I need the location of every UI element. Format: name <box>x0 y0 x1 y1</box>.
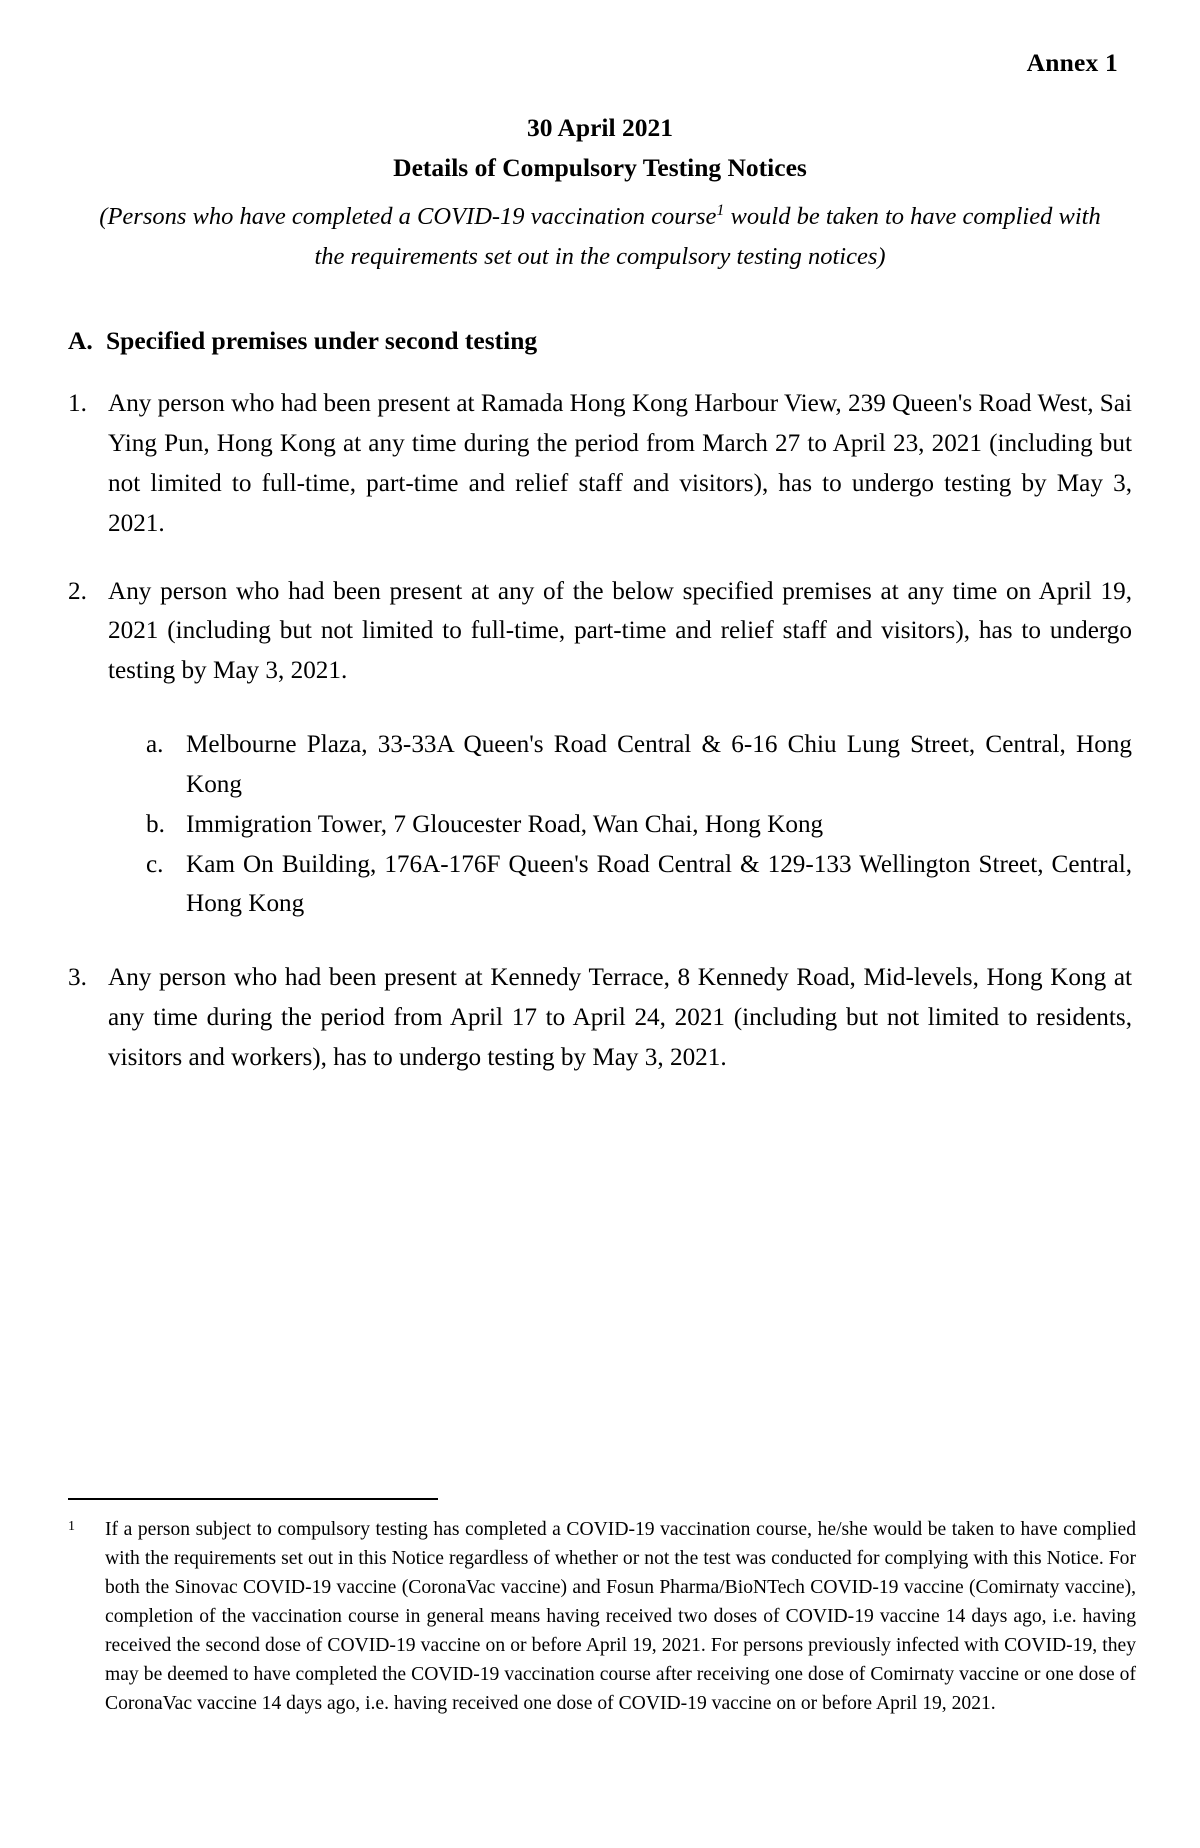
sub-list-item-marker: a. <box>146 731 164 759</box>
list-item <box>68 572 1132 691</box>
list-item <box>68 384 1132 543</box>
list-item-text: Any person who had been present at any of the below specified premises at any time on April 19, 2021 (including but not limited to full-time, part-time and relief staff and visitors), has to undergo testing by May 3, 2021. <box>108 577 1132 685</box>
list-item-marker: 2. <box>68 577 87 605</box>
annex-label: Annex 1 <box>1026 48 1118 77</box>
sub-list-item-text: Melbourne Plaza, 33-33A Queen's Road Central & 6-16 Chiu Lung Street, Central, Hong Kong <box>186 731 1132 798</box>
list-item-text: Any person who had been present at Kennedy Terrace, 8 Kennedy Road, Mid-levels, Hong Kong at any time during the period from April 17 to April 24, 2021 (including but not limited to residents, visitors and workers), has to undergo testing by May 3, 2021. <box>108 964 1132 1071</box>
document-date: 30 April 2021 <box>527 113 673 142</box>
sub-list-item-marker: b. <box>146 810 165 838</box>
sub-list-item-marker: c. <box>146 850 164 878</box>
list-item-text: Any person who had been present at Ramada Hong Kong Harbour View, 239 Queen's Road West, Sai Ying Pun, Hong Kong at any time during the period from March 27 to April 23, 2021 (including but not limited to full-time, part-time and relief staff and visitors), has to undergo testing by May 3, 2021. <box>108 390 1132 537</box>
subtitle-text-lead: (Persons who have completed a COVID-19 vaccination course <box>99 203 717 231</box>
section-letter: A. <box>68 326 93 356</box>
footnote-separator-rule <box>68 1498 438 1500</box>
title-block <box>68 112 1132 276</box>
annex-marker-row <box>68 0 1132 78</box>
numbered-list <box>68 384 1132 1077</box>
section-title: Specified premises under second testing <box>106 326 538 356</box>
section-heading-a <box>68 326 1132 356</box>
subtitle-text-tail: would be taken to have complied with the requirements set out in the compulsory testing notices) <box>314 203 1101 270</box>
footnote-marker: 1 <box>68 1519 75 1534</box>
sub-list-item <box>146 845 1132 925</box>
footnote-area <box>68 1498 1136 1719</box>
document-subtitle <box>68 197 1132 276</box>
footnote-text: If a person subject to compulsory testing has completed a COVID-19 vaccination course, he/she would be taken to have complied with the requirements set out in this Notice regardless of whether or not the test was conducted for complying with this Notice. For both the Sinovac COVID-19 vaccine (CoronaVac vaccine) and Fosun Pharma/BioNTech COVID-19 vaccine (Comirnaty vaccine), completion of the vaccination course in general means having received two doses of COVID-19 vaccine 14 days ago, i.e. having received the second dose of COVID-19 vaccine on or before April 19, 2021. For persons previously infected with COVID-19, they may be deemed to have completed the COVID-19 vaccination course after receiving one dose of Comirnaty vaccine or one dose of CoronaVac vaccine 14 days ago, i.e. having received one dose of COVID-19 vaccine on or before April 19, 2021. <box>105 1519 1136 1714</box>
sub-list-item-text: Kam On Building, 176A-176F Queen's Road Central & 129-133 Wellington Street, Central, Hong Kong <box>186 850 1132 918</box>
page-title: Details of Compulsory Testing Notices <box>393 152 807 182</box>
footnote <box>68 1516 1136 1719</box>
footnote-reference-marker: 1 <box>716 201 725 219</box>
list-item-marker: 1. <box>68 390 87 418</box>
list-item-marker: 3. <box>68 964 87 992</box>
lettered-sub-list <box>146 725 1132 924</box>
sub-list-item <box>146 725 1132 805</box>
list-item <box>68 958 1132 1077</box>
sub-list-item-text: Immigration Tower, 7 Gloucester Road, Wan Chai, Hong Kong <box>186 810 824 838</box>
document-content <box>68 0 1132 1106</box>
sub-list-item <box>146 805 1132 845</box>
